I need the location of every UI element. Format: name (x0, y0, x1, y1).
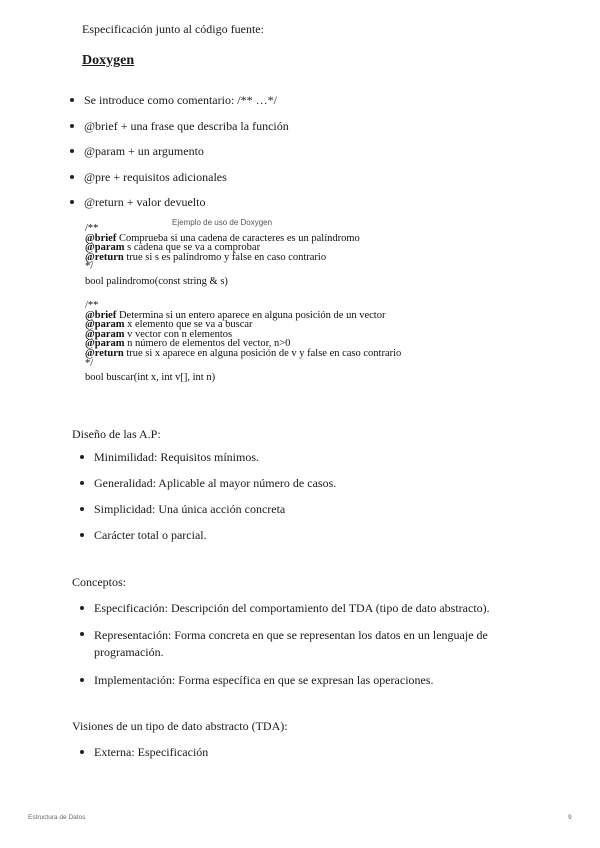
code-caption: Ejemplo de uso de Doxygen (172, 218, 273, 227)
footer-title: Estructura de Datos (28, 814, 86, 821)
concepts-list (94, 601, 490, 687)
doxygen-list (84, 93, 289, 209)
doc-text: s cadena que se va a comprobar (124, 242, 261, 254)
doc-text: true si x aparece en alguna posición de v y false en caso contrario (123, 347, 402, 359)
design-list (94, 450, 336, 542)
doc-tag: @brief (85, 309, 117, 321)
list-item: Carácter total o parcial. (94, 528, 336, 542)
list-item-line: Representación: Forma concreta en que se representan los datos en un lenguaje de (94, 628, 488, 642)
code-block-palindromo (85, 224, 445, 287)
code-line (85, 253, 445, 263)
design-heading: Diseño de las A.P: (72, 427, 161, 441)
code-signature: bool palindromo(const string & s) (85, 275, 228, 287)
views-heading: Visiones de un tipo de dato abstracto (TDA): (72, 719, 288, 733)
code-line: */ (85, 261, 94, 273)
doc-tag: @return (85, 251, 124, 263)
doxygen-title: Doxygen (82, 53, 135, 68)
doc-text: Determina si un entero aparece en alguna posición de un vector (116, 309, 386, 321)
list-item: Externa: Especificación (94, 745, 209, 759)
doc-tag: @param (85, 319, 125, 331)
doc-tag: @param (85, 328, 125, 340)
list-item: Implementación: Forma específica en que se expresan las operaciones. (94, 673, 490, 687)
code-signature: bool buscar(int x, int v[], int n) (85, 372, 216, 384)
code-line: /** (85, 300, 99, 311)
intro-line: Especificación junto al código fuente: (82, 22, 264, 36)
doc-tag: @param (85, 242, 125, 254)
code-line (85, 349, 445, 359)
doc-tag: @brief (85, 232, 117, 244)
code-line: /** (85, 223, 99, 234)
doc-text: x elemento que se va a buscar (124, 319, 253, 331)
views-list (94, 745, 208, 759)
list-item: @param + un argumento (84, 144, 289, 158)
concepts-heading: Conceptos: (72, 575, 126, 589)
list-item: Se introduce como comentario: /** …*/ (84, 93, 289, 107)
list-item (94, 627, 490, 661)
list-item: Especificación: Descripción del comportamiento del TDA (tipo de dato abstracto). (94, 601, 490, 615)
doc-tag: @param (85, 338, 125, 350)
code-line: */ (85, 357, 94, 369)
list-item: Simplicidad: Una única acción concreta (94, 502, 336, 516)
list-item: @pre + requisitos adicionales (84, 170, 289, 184)
list-item: Generalidad: Aplicable al mayor número de casos. (94, 476, 337, 490)
doc-text: n número de elementos del vector, n>0 (124, 338, 291, 350)
code-block-buscar (85, 301, 445, 383)
doc-text: Comprueba si una cadena de caracteres es un palíndromo (116, 232, 360, 244)
list-item-line: programación. (94, 645, 164, 659)
page-number: 9 (568, 814, 572, 821)
doc-text: v vector con n elementos (124, 328, 233, 340)
list-item: Minimilidad: Requisitos mínimos. (94, 450, 336, 464)
doc-tag: @return (85, 347, 124, 359)
doc-text: true si s es palíndromo y false en caso contrario (123, 251, 327, 263)
list-item: @return + valor devuelto (84, 195, 289, 209)
list-item: @brief + una frase que describa la función (84, 119, 289, 133)
